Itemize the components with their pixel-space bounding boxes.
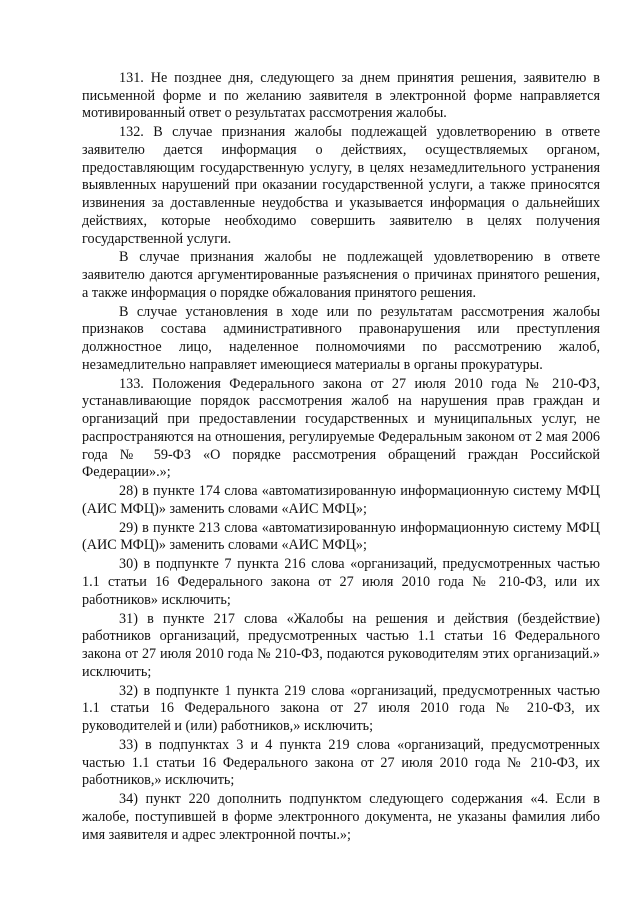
paragraph-offense: В случае установления в ходе или по результатам рассмотрения жалобы признаков состава административного правонарушения или преступления должностное лицо, наделенное полномочиями по рассмотрению жалоб, незамедлительно направляет имеющиеся материалы в органы прокуратуры. [82,303,600,373]
amendment-28: 28) в пункте 174 слова «автоматизированную информационную систему МФЦ (АИС МФЦ)» заменить словами «АИС МФЦ»; [82,483,600,517]
amendment-34: 34) пункт 220 дополнить подпунктом следующего содержания «4. Если в жалобе, поступившей в форме электронного документа, не указаны фамилия либо имя заявителя и адрес электронной почты.»; [82,791,600,843]
amendment-31: 31) в пункте 217 слова «Жалобы на решения и действия (бездействие) работников организаций, предусмотренных частью 1.1 статьи 16 Федерального закона от 27 июля 2010 года № 210-ФЗ, подаются руководителям этих организаций.» исключить; [82,610,600,680]
amendment-30: 30) в подпункте 7 пункта 216 слова «организаций, предусмотренных частью 1.1 статьи 16 Федерального закона от 27 июля 2010 года № 210-ФЗ, или их работников» исключить; [82,556,600,608]
paragraph-133: 133. Положения Федерального закона от 27 июля 2010 года № 210-ФЗ, устанавливающие порядок рассмотрения жалоб на нарушения прав граждан и организаций при предоставлении государственных и муниципальных услуг, не распространяются на отношения, регулируемые Федеральным законом от 2 мая 2006 года № 59-ФЗ «О порядке рассмотрения обращений граждан Российской Федерации».»; [82,375,600,481]
paragraph-refusal: В случае признания жалобы не подлежащей удовлетворению в ответе заявителю даются аргументированные разъяснения о причинах принятого решения, а также информация о порядке обжалования принятого решения. [82,249,600,301]
document-page [82,70,600,845]
amendment-32: 32) в подпункте 1 пункта 219 слова «организаций, предусмотренных частью 1.1 статьи 16 Федерального закона от 27 июля 2010 года № 210-ФЗ, их руководителей и (или) работников,» исключить; [82,682,600,734]
amendment-33: 33) в подпунктах 3 и 4 пункта 219 слова «организаций, предусмотренных частью 1.1 статьи 16 Федерального закона от 27 июля 2010 года № 210-ФЗ, их работников,» исключить; [82,736,600,789]
paragraph-131: 131. Не позднее дня, следующего за днем принятия решения, заявителю в письменной форме и по желанию заявителя в электронной форме направляется мотивированный ответ о результатах рассмотрения жалобы. [82,70,600,122]
paragraph-132: 132. В случае признания жалобы подлежащей удовлетворению в ответе заявителю дается информация о действиях, осуществляемых органом, предоставляющим государственную услугу, в целях незамедлительного устранения выявленных нарушений при оказании государственной услуги, а также приносятся извинения за доставленные неудобства и указывается информация о дальнейших действиях, которые необходимо совершить заявителю в целях получения государственной услуги. [82,124,600,247]
amendment-29: 29) в пункте 213 слова «автоматизированную информационную систему МФЦ (АИС МФЦ)» заменить словами «АИС МФЦ»; [82,519,600,554]
